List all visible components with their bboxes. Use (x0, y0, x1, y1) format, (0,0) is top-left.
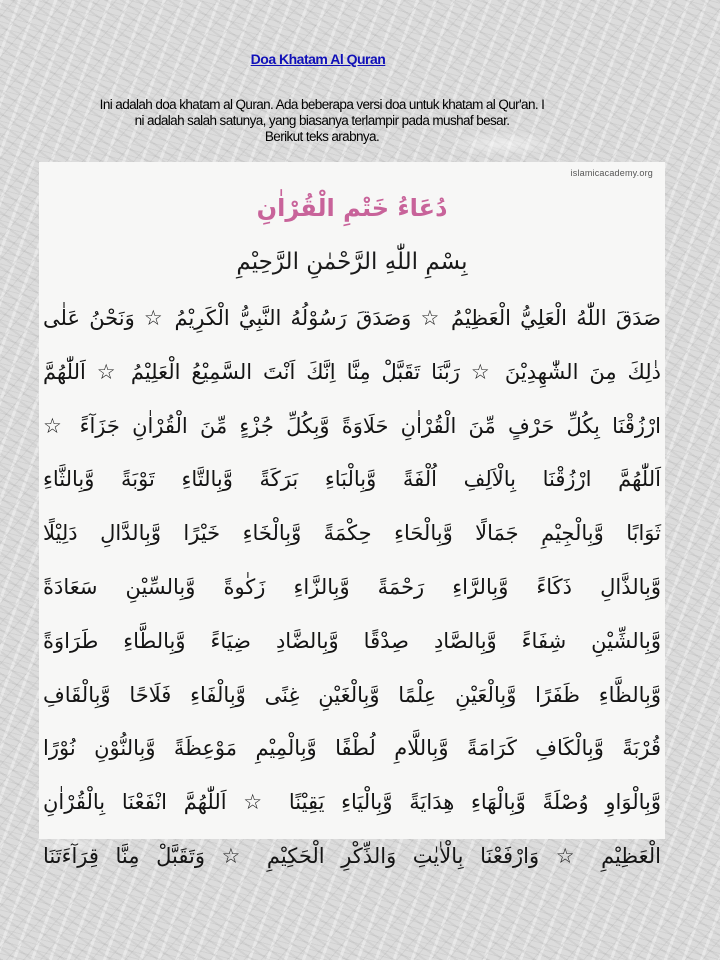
arabic-line: وَّبِالشِّيْنِ شِفَاءً وَّبِالصَّادِ صِدْقًا وَّبِالضَّادِ ضِيَاءً وَّبِالطَّاءِ طَرَاوَةً (43, 628, 661, 653)
arabic-line: وَّبِالذَّالِ ذَكَاءً وَّبِالرَّاءِ رَحْمَةً وَّبِالزَّاءِ زَكٰوةً وَّبِالسِّيْنِ سَعَادَةً (43, 574, 661, 599)
arabic-title: دُعَاءُ خَتْمِ الْقُرْاٰنِ (256, 194, 448, 222)
intro-paragraph (24, 97, 620, 146)
arabic-line: الْعَظِيْمِ ☆ وَارْفَعْنَا بِالْاٰيٰتِ وَالذِّكْرِ الْحَكِيْمِ ☆ وَتَقَبَّلْ مِنَّا قِرَآءَتَنَا (43, 843, 661, 868)
arabic-line: اَللّٰهُمَّ ارْزُقْنَا بِالْاَلِفِ اُلْفَةً وَّبِالْبَاءِ بَرَكَةً وَّبِالتَّاءِ تَوْبَةً وَّبِالثَّاءِ (43, 467, 661, 492)
doa-scan-image (39, 162, 665, 868)
source-watermark: islamicacademy.org (570, 168, 653, 178)
intro-line: ni adalah salah satunya, yang biasanya terlampir pada mushaf besar. (134, 113, 510, 129)
basmalah: بِسْمِ اللّٰهِ الرَّحْمٰنِ الرَّحِيْمِ (236, 249, 468, 275)
arabic-line: وَّبِالظَّاءِ ظَفَرًا وَّبِالْعَيْنِ عِلْمًا وَّبِالْغَيْنِ غِنًى وَّبِالْفَاءِ فَلَاحًا وَّبِالْقَافِ (43, 682, 661, 707)
page-title-link[interactable]: Doa Khatam Al Quran (250, 51, 386, 67)
intro-line: Ini adalah doa khatam al Quran. Ada beberapa versi doa untuk khatam al Qur'an. I (99, 97, 545, 112)
arabic-line: ثَوَابًا وَّبِالْجِيْمِ جَمَالًا وَّبِالْحَاءِ حِكْمَةً وَّبِالْخَاءِ خَيْرًا وَّبِالدَّالِ دَلِيْلًا (43, 521, 661, 546)
arabic-line: وَّبِالْوَاوِ وُصْلَةً وَّبِالْهَاءِ هِدَايَةً وَّبِالْيَاءِ يَقِيْنًا ☆ اَللّٰهُمَّ انْفَعْنَا بِالْقُرْاٰنِ (43, 790, 661, 815)
arabic-line: ذٰلِكَ مِنَ الشّٰهِدِيْنَ ☆ رَبَّنَا تَقَبَّلْ مِنَّا اِنَّكَ اَنْتَ السَّمِيْعُ الْعَلِيْمُ ☆ اَللّٰهُمَّ (43, 359, 661, 384)
arabic-line: ارْزُقْنَا بِكُلِّ حَرْفٍ مِّنَ الْقُرْاٰنِ حَلَاوَةً وَّبِكُلِّ جُزْءٍ مِّنَ الْقُرْاٰنِ جَزَآءً ☆ (43, 413, 661, 438)
arabic-text-body (39, 292, 665, 884)
arabic-line: صَدَقَ اللّٰهُ الْعَلِيُّ الْعَظِيْمُ ☆ وَصَدَقَ رَسُوْلُهُ النَّبِيُّ الْكَرِيْمُ ☆ وَنَحْنُ عَلٰى (43, 306, 661, 330)
intro-line: Berikut teks arabnya. (264, 129, 380, 145)
arabic-line: قُرْبَةً وَّبِالْكَافِ كَرَامَةً وَّبِاللَّامِ لُطْفًا وَّبِالْمِيْمِ مَوْعِظَةً وَّبِالنُّوْنِ نُوْرًا (43, 736, 661, 761)
